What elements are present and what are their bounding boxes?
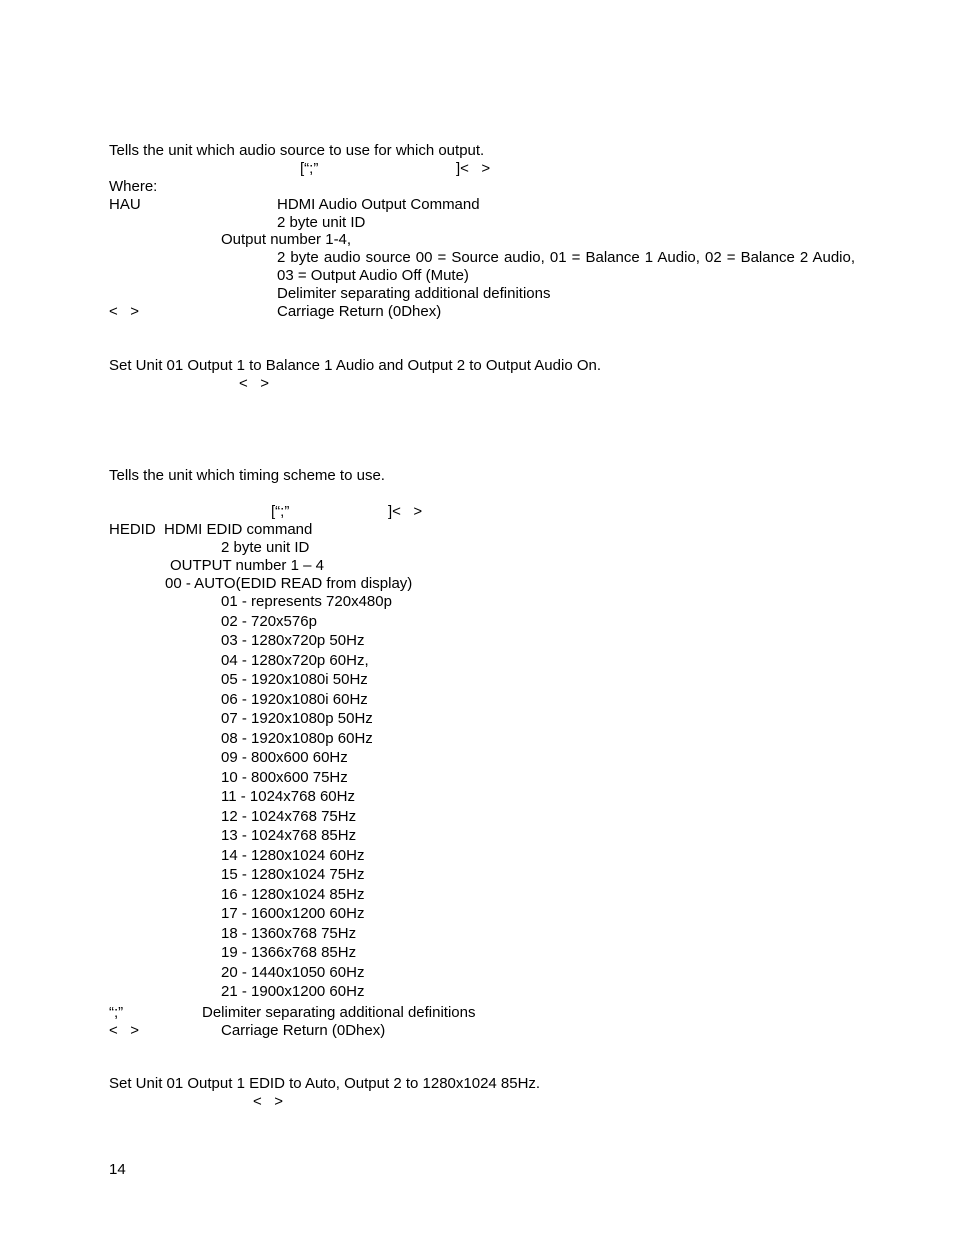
timing-item: 20 - 1440x1050 60Hz [221, 963, 365, 981]
param-source-desc: 2 byte audio source 00 = Source audio, 01 = Balance 1 Audio, 02 = Balance 2 Audio, 03 = Output Audio Off (Mute) [277, 249, 855, 284]
timing-item: 08 - 1920x1080p 60Hz [221, 729, 373, 747]
audio-syntax-bracket: [“;” [300, 160, 319, 177]
timing-item: 18 - 1360x768 75Hz [221, 924, 357, 942]
param-unit-desc: 2 byte unit ID [277, 214, 366, 231]
timing-item: 15 - 1280x1024 75Hz [221, 866, 365, 883]
edid-example-cr: < > [253, 1093, 284, 1110]
param-hau-name: HAU [109, 196, 141, 213]
timing-item: 10 - 800x600 75Hz [221, 768, 348, 786]
timing-item: 02 - 720x576p [221, 612, 317, 630]
timing-item: 06 - 1920x1080i 60Hz [221, 690, 368, 708]
audio-description: Tells the unit which audio source to use for which output. [109, 142, 485, 159]
timing-item: 01 - represents 720x480p [221, 593, 392, 610]
edid-cr-name: < > [109, 1022, 140, 1039]
edid-unit-desc: 2 byte unit ID [221, 539, 310, 556]
timing-item: 21 - 1900x1200 60Hz [221, 983, 365, 1000]
edid-description: Tells the unit which timing scheme to use. [109, 467, 385, 484]
edid-example-desc: Set Unit 01 Output 1 EDID to Auto, Output 2 to 1280x1024 85Hz. [109, 1075, 541, 1092]
param-cr-name: < > [109, 303, 140, 320]
timing-item: 14 - 1280x1024 60Hz [221, 846, 365, 864]
edid-auto-desc: 00 - AUTO(EDID READ from display) [165, 575, 413, 592]
timing-item: 07 - 1920x1080p 50Hz [221, 710, 373, 727]
hedid-line: HEDID HDMI EDID command [109, 521, 313, 538]
audio-example-desc: Set Unit 01 Output 1 to Balance 1 Audio and Output 2 to Output Audio On. [109, 357, 602, 374]
page-number: 14 [109, 1161, 126, 1178]
timing-item: 13 - 1024x768 85Hz [221, 827, 357, 844]
param-delim-desc: Delimiter separating additional definitions [277, 285, 551, 302]
timing-item: 05 - 1920x1080i 50Hz [221, 671, 368, 688]
timing-item: 16 - 1280x1024 85Hz [221, 885, 365, 903]
param-cr-desc: Carriage Return (0Dhex) [277, 303, 442, 320]
timing-item: 03 - 1280x720p 50Hz [221, 632, 365, 649]
timing-item: 19 - 1366x768 85Hz [221, 944, 357, 961]
edid-delim-desc: Delimiter separating additional definitions [202, 1004, 476, 1021]
audio-example-cr: < > [239, 375, 270, 392]
timing-item: 09 - 800x600 60Hz [221, 749, 348, 766]
audio-syntax-cr: ]< > [456, 160, 491, 177]
timing-item: 12 - 1024x768 75Hz [221, 807, 357, 825]
edid-syntax-bracket: [“;” [271, 503, 290, 520]
edid-syntax-cr: ]< > [388, 503, 423, 520]
param-hau-desc: HDMI Audio Output Command [277, 196, 480, 213]
edid-output-desc: OUTPUT number 1 – 4 [170, 557, 324, 574]
param-output-desc: Output number 1-4, [221, 231, 352, 248]
where-label: Where: [109, 178, 158, 195]
timing-item: 11 - 1024x768 60Hz [221, 788, 355, 805]
edid-delim-name: “;” [109, 1004, 124, 1021]
timing-item: 04 - 1280x720p 60Hz, [221, 651, 369, 669]
edid-cr-desc: Carriage Return (0Dhex) [221, 1022, 386, 1039]
timing-item: 17 - 1600x1200 60Hz [221, 905, 365, 922]
